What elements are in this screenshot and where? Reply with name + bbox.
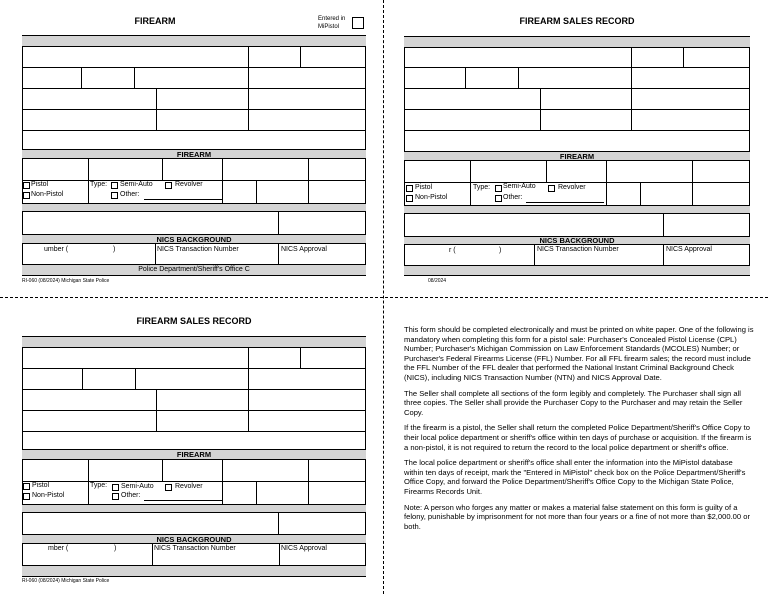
band — [22, 504, 366, 513]
nics-col1-paren: ) — [499, 247, 502, 254]
semi-auto-label: Semi-Auto — [121, 483, 154, 490]
non-pistol-label: Non-Pistol — [415, 194, 448, 201]
semi-auto-label: Semi-Auto — [503, 183, 536, 190]
other-checkbox[interactable] — [495, 195, 502, 202]
pistol-label: Pistol — [415, 184, 433, 191]
other-line — [144, 500, 222, 501]
type-label: Type: — [90, 482, 108, 489]
pistol-checkbox[interactable] — [406, 185, 413, 192]
nics-col1-paren: ) — [114, 545, 117, 552]
other-checkbox[interactable] — [112, 493, 119, 500]
type-label: Type: — [90, 181, 108, 188]
instruction-paragraph: This form should be completed electronically and must be printed on white paper. One of the following is mandatory when completing this form for a pistol sale: Purchaser's Concealed Pistol License (CPL) Number; Purchaser's Michigan Commission on Law Enforcement Standards (MCOLES) Number; or Purchaser's Federal Firearms License (FFL) Number. For all FFL firearm sales; the record must include the FFL Number of the FFL dealer that performed the National Instant Criminal Background Check (NICS), including NICS Transaction Number (NTN) and NICS Approval Date. — [404, 325, 754, 382]
instruction-paragraph: If the firearm is a pistol, the Seller shall return the completed Police Department/Sheriff's Office Copy to their local police department or sheriff's office within ten days of purchase or acquisition. If the firearm is a non-pistol, it is not required to return the record to the local police department or sheriff's office. — [404, 423, 752, 452]
nics-transaction-label: NICS Transaction Number — [537, 246, 619, 253]
nics-approval-label: NICS Approval — [666, 246, 712, 253]
semi-auto-checkbox[interactable] — [112, 484, 119, 491]
footer: RI-060 (08/2024) Michigan State Police — [22, 578, 110, 584]
form-title: FIREARM — [134, 16, 176, 26]
section-nics: NICS BACKGROUND — [22, 234, 366, 244]
other-line — [144, 199, 222, 200]
section-firearm: FIREARM — [22, 449, 366, 460]
other-label: Other: — [120, 191, 140, 198]
nics-transaction-label: NICS Transaction Number — [157, 246, 239, 253]
entered-label-1: Entered in — [318, 16, 346, 22]
revolver-checkbox[interactable] — [165, 182, 172, 189]
non-pistol-label: Non-Pistol — [32, 492, 65, 499]
non-pistol-checkbox[interactable] — [406, 195, 413, 202]
copy-band — [22, 565, 366, 577]
nics-approval-label: NICS Approval — [281, 246, 327, 253]
revolver-label: Revolver — [175, 181, 203, 188]
revolver-label: Revolver — [175, 483, 203, 490]
footer: RI-060 (08/2024) Michigan State Police — [22, 278, 110, 284]
header-band — [22, 35, 366, 47]
nics-approval-label: NICS Approval — [281, 545, 327, 552]
section-firearm: FIREARM — [22, 149, 366, 159]
semi-auto-checkbox[interactable] — [111, 182, 118, 189]
section-nics: NICS BACKGROUND — [404, 236, 750, 245]
copy-band — [404, 265, 750, 276]
section-nics: NICS BACKGROUND — [22, 534, 366, 544]
nics-col1-label: umber ( — [44, 246, 69, 253]
form-title: FIREARM SALES RECORD — [519, 16, 635, 26]
entered-in-mipistol-checkbox[interactable] — [352, 17, 364, 29]
header-band — [404, 36, 750, 48]
semi-auto-label: Semi-Auto — [120, 181, 153, 188]
pistol-label: Pistol — [32, 482, 50, 489]
instruction-paragraph: Note: A person who forges any matter or makes a material false statement on this form is guilty of a felony, punishable by imprisonment for not more than four years or a fine of not more than $2,000.00 or both. — [404, 502, 750, 531]
pistol-checkbox[interactable] — [23, 483, 30, 490]
other-checkbox[interactable] — [111, 192, 118, 199]
instruction-paragraph: The Seller shall complete all sections of the form legibly and completely. The Purchaser shall sign all three copies. The Seller shall provide the Purchaser Copy to the Purchaser and may retain the Seller Copy. — [404, 388, 743, 417]
form-title: FIREARM SALES RECORD — [136, 316, 252, 326]
non-pistol-label: Non-Pistol — [31, 191, 64, 198]
other-line — [526, 202, 604, 203]
non-pistol-checkbox[interactable] — [23, 493, 30, 500]
nics-transaction-label: NICS Transaction Number — [154, 545, 236, 552]
copy-label: Police Department/Sheriff's Office C — [22, 264, 366, 276]
pistol-checkbox[interactable] — [23, 182, 30, 189]
band — [404, 205, 750, 214]
nics-col1-label: r ( — [449, 247, 456, 254]
non-pistol-checkbox[interactable] — [23, 192, 30, 199]
instructions — [404, 325, 754, 537]
revolver-checkbox[interactable] — [165, 484, 172, 491]
revolver-checkbox[interactable] — [548, 185, 555, 192]
nics-col1-label: mber ( — [48, 545, 69, 552]
type-label: Type: — [473, 184, 491, 191]
semi-auto-checkbox[interactable] — [495, 185, 502, 192]
other-label: Other: — [503, 194, 523, 201]
band — [22, 203, 366, 212]
header-band — [22, 336, 366, 348]
section-firearm: FIREARM — [404, 151, 750, 161]
other-label: Other: — [121, 492, 141, 499]
pistol-label: Pistol — [31, 181, 49, 188]
nics-col1-paren: ) — [113, 246, 116, 253]
entered-label-2: MiPistol — [318, 24, 340, 30]
horizontal-cut-line — [0, 297, 768, 298]
footer: 08/2024 — [428, 278, 447, 284]
instruction-paragraph: The local police department or sheriff's office shall enter the information into the MiPistol database within ten days of receipt, mark the "Entered in MiPistol" check box on the Police Department/Sheriff's Office Copy, and forward the Police Department/Sheriff's Office Copy to the Michigan State Police, Firearms Records Unit. — [404, 458, 746, 496]
revolver-label: Revolver — [558, 184, 586, 191]
